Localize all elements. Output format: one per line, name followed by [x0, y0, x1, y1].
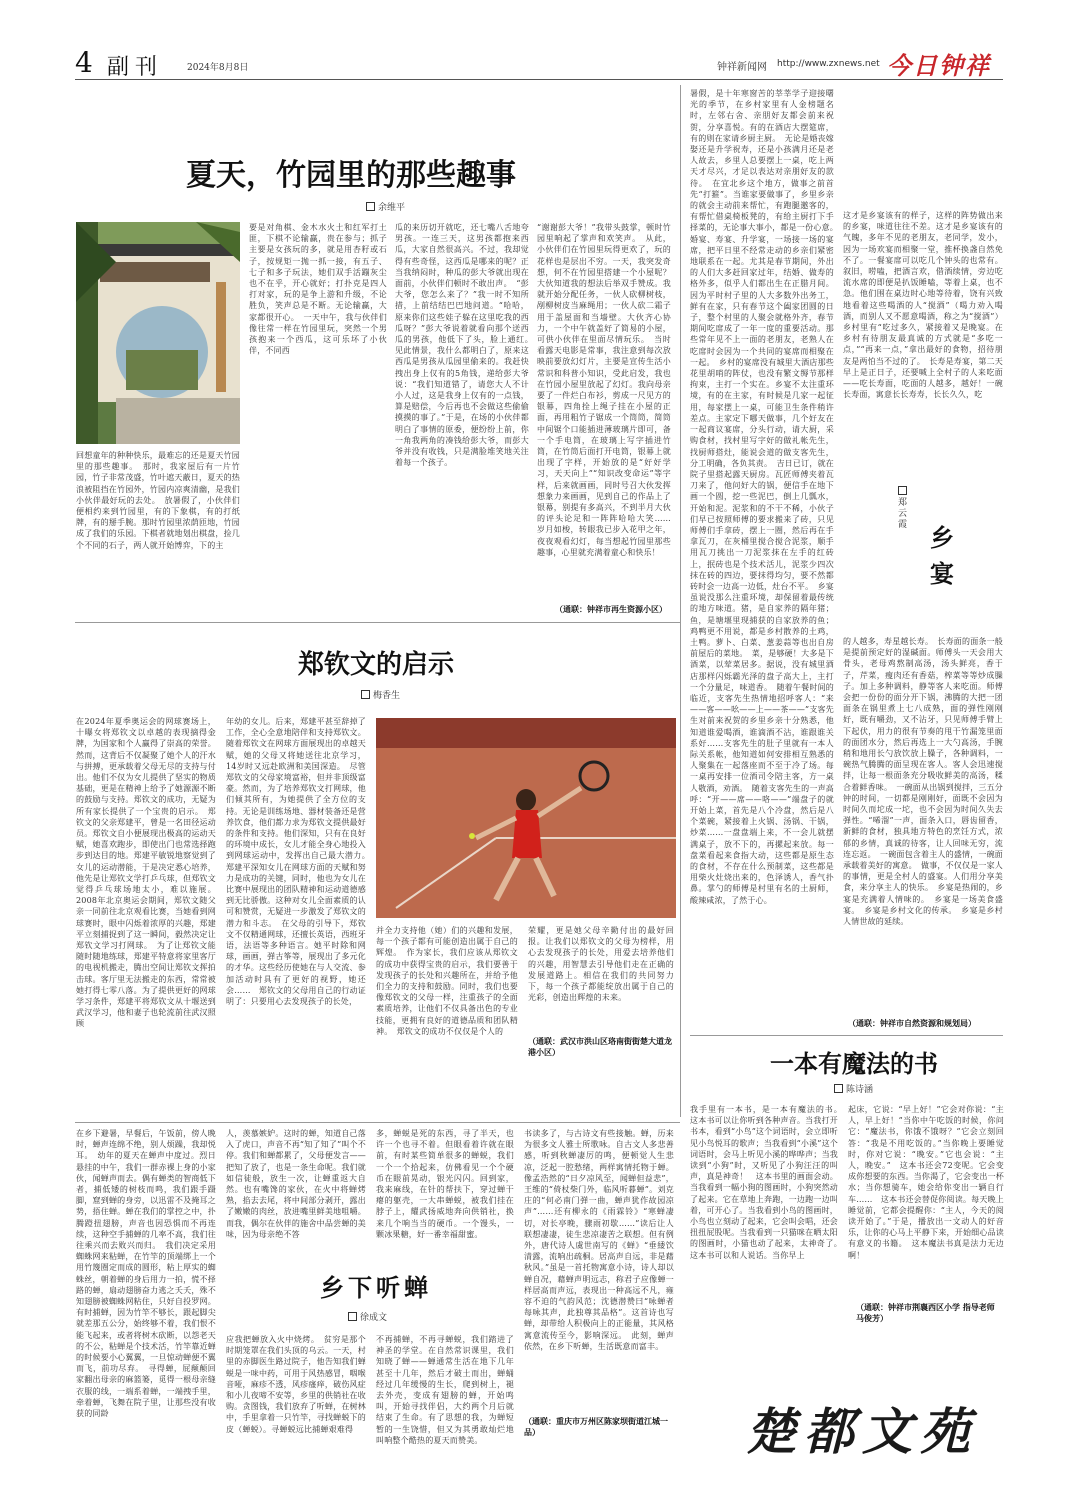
page-number: 4 — [75, 46, 93, 79]
cicada-author: 徐成文 — [360, 1313, 388, 1323]
garden-moon-gate-photo — [76, 222, 240, 444]
bamboo-title: 夏天，竹园里的那些趣事 — [186, 158, 516, 193]
cicada-col-5: 书读多了，与古诗文有些接触。蝉，历来为很多文人雅士所歌咏。自古文人多悲善感，听到秋蝉凄厉的鸣，便顿觉人生悲凉，泛起一腔愁绪，两样寓情托物于蝉。像孟浩然的“日夕凉风至，闻蝉但益悲”，王维的“倚杖柴门外，临风听暮蝉”。刘克庄的“何必南门弹一曲，蝉声犹作故园凉声”……还有柳永的《雨霖铃》“寒蝉凄切，对长亭晚，骤雨初歇……”读后让人联想凄凄，徒生悲凉凄苦之联想。但有例外，唐代诗人虞世南写的《蝉》“垂緌饮清露，流响出疏桐。居高声自远，非是藉秋风。”虽是一首托物寓意小诗，诗人却以蝉自况，藉蝉声明远志，称君子应像蝉一样居高而声远，表现出一种高远不凡，雍容不迫的气韵风范；沈德潜赞曰“咏蝉者每咏其声，此独尊其品格”。这首诗也写蝉，却带给人积极向上的正能量，其风格寓意流传至今，影响深远。 此刻，蝉声依然，在乡下听蝉，生活既意而富丰。 — [524, 1129, 674, 1351]
feast-byline — [898, 486, 910, 531]
bamboo-col-4: “谢谢彭大爷！”我带头鼓掌，顿时竹园里响起了掌声和欢笑声。 从此，小伙伴们在竹园里玩得更欢了，玩的花样也是层出不穷。一天，我突发奇想，何不在竹园里搭建一个小屋呢？大伙知道我的想法后举双手赞成。我就开始分配任务，一伙人砍柳树枝，剐柳树皮当麻绳用；一伙人砍二霜子用于盖屋面和当墙壁。大伙齐心协力，一个中午就盖好了简易的小屋，可供小伙伴在里面尽情玩乐。 当时看露天电影是常事，我注意到每次放映前要放幻灯片，主要是宣传生活小常识和科普小知识，受此启发，我也在竹园小屋里放起了幻灯。我向母亲要了一件烂白布衫，剪成一尺见方的银幕，四角拴上绳子挂在小屋的正面，再用粗竹子锯成一个筒筒，简筒中间锯个口能插进薄玻璃片即可，备一个手电筒，在玻璃上写字插进竹筒，在竹筒后面打开电筒，银幕上就出现了字样，开始放的是“好好学习，天天向上”“知识改变命运”等字样，后来就画画，同时号召大伙发挥想象力来画画，见到自己的作品上了银幕，别提有多高兴，不到半月大伙的评头论足和一阵阵哈哈大笑…… 岁月如梭，转眼我已步入花甲之年，夜夜观看幻灯，每当想起竹园里那些趣事，心里就充满着童心和快乐！ — [537, 223, 680, 557]
masthead-logo: 今日钟祥 — [887, 51, 991, 80]
zheng-author: 梅香生 — [373, 691, 401, 701]
book-title: 一本有魔法的书 — [770, 1050, 938, 1078]
tennis-illustration — [376, 718, 676, 918]
bamboo-col-2: 要是对角棋、金木水火土和红军打土匪，下棋不论输赢，贵在参与；抓子主要是女孩玩的多，就是用杏籽或石子，按规矩一抛一抓一接，有五子、七子和多子玩法，她们双手活蹦灰尘也不在乎，开心就好；打扑克是四人打对家，玩的是争上游和升级，不论胜负，笑声总是不断。无论输赢，大家都很开心。 一天中午，我与伙伴们像往常一样在竹园里玩，突然一个男孩抱来一个西瓜，这可乐坏了小伙伴，不同西 — [249, 223, 387, 356]
site-name: 钟祥新闻网 — [717, 62, 767, 73]
bamboo-col-1: 回想童年的种种快乐，最难忘的还是夏天竹园里的那些趣事。 那时，我家屋后有一片竹园，竹子非常茂盛，竹叶遮天蔽日，夏天的热浪被阻挡在竹园外，竹园内凉爽清幽，是我们小伙伴最好玩的去处。 放暑假了，小伙伴们便相约来到竹园里，有的下象棋，有的打纸牌，有的掰手腕。那时竹园里浓荫匝地，竹园成了我们的乐园。下棋者就地划出棋盘，捡几个不同的石子，两人就开始博弈，下的主 — [76, 451, 240, 550]
feast-col-3: 的人越多，寿星越长寿。 长寿面的面条一般是提前预定好的湿碱面。师傅头一天会用大骨头，老母鸡熬制高汤，汤头鲜亮，香于子，芹菜，瘦肉还有香菇，榨菜等等炒成臊子。加上多种调料，静等客人来吃面。师傅会把一份份的面分开下锅，沸腾的大把一团面条在锅里煮上七八成熟，面的弹性刚刚好，既有嚼劲，又不沾牙，只见师傅手臂上下起伏，用力的很有节奏的甩干竹漏笼里面的面团水分，然后再选上一大勺高汤，手腕稍和地用长勺放饮放上臊子，各种调料，一碗热气腾腾的面呈现在客人。客人会迅速搅拌，让每一根面条充分吸收鲜美的高汤，糅合着鲜香味。 一碗面从出锅到搅拌，三五分钟的时间，一切都是刚刚好，面既不会因为时间久而坨成一坨，也不会因为时间久失去弹性。“唏溜”一声，面条入口，唇齿留香，新鲜的食材，独具地方特色的烹饪方式，浓郁的乡情，真诚的待客，让人回味无穷，流连忘返。 一碗面包含着主人的盛情，一碗面承载着美好的寓意。 做事，不仅仅是一家人的事情，更是全村人的盛宴。人们用分享美食，来分享主人的快乐。 乡宴是热闹的，乡宴是充满着人情味的。 乡宴是一场美食盛宴。 乡宴是乡村文化的传承。 乡宴是乡村人情世故的延续。 — [843, 637, 1003, 927]
book-col-1: 我手里有一本书，是一本有魔法的书。 这本书可以让你听到各种声音。当我打开书本，看到“小鸟”这个词语时，会立即听见小鸟悦耳的歌声；当我看到“小溪”这个词语时，会马上听见小溪的哗哗声；当我读到“小狗”时，又听见了小狗汪汪的叫声，真是神奇！ 这本书里的画面会动。当我看到一幅小狗的图画时，小狗突然动了起来。它在草地上奔跑，一边跑一边叫着，可开心了。当我看到小鸟的图画时，小鸟也立刻动了起来，它会叫会唱，还会扭扭屁股呢。当我看到一只猫咪在晒太阳的图画时，小猫也动了起来，太神奇了。 这本书可以和人说话。当你早上 — [690, 1105, 847, 1260]
section-divider-right — [690, 1035, 1003, 1036]
bamboo-byline — [366, 200, 405, 213]
zheng-col-4: 荣耀，更是她父母辛勤付出的最好回报。让我们以郑钦文的父母为榜样，用心去发现孩子的长处，用爱去培养他们的兴趣，用智慧去引导他们走在正确的发展道路上。相信在我们的共同努力下，每一个孩子都能绽放出属于自己的光彩，创造出辉煌的未来。 — [528, 926, 674, 1003]
book-col-2: 起床，它说：“早上好！”它会对你说：“主人，早上好！”当你中午吃饭的时候，你问它：“魔法书，你饿不饿呀？”它会立刻回答：“我是不用吃饭的。”当你晚上要睡觉时，你对它说：“晚安。”它也会说：“主人，晚安。” 这本书还会72变呢。它会变成你想要的东西。当你渴了，它会变出一杯水；当你想骑车，她会给你变出一辆自行车…… 这本书还会替促你阅读。每天晚上睡觉前，它都会提醒你：“主人，今天的阅读开始了。”于是，播放出一文动人的好音乐，让你的心马上平静下来，开始细心品读有意义的书籍。 这本魔法书真是法力无边啊！ — [848, 1105, 1004, 1260]
section-divider — [75, 622, 680, 623]
section-name: 副刊 — [107, 55, 164, 80]
feast-author: 郑云霞 — [898, 498, 908, 530]
cicada-col-4: 多，蝉蜕是死的东西，寻了半天，也许一个也寻不着。但眼看着许就在眼前，有时某些简单很多的蝉蜕，我们一个一个拾起来，仿佛看见一个个硬币在眼前晃动，银光闪闪。回到家，我来麻线，在针的帮扶下，穿过蝉干瘪的躯壳，一大串蝉蜕，被我们挂在脖子上，耀武扬威地奔向供销社，换来几个响当当的硬币。一个馒头，一颗冰果糖，好一番幸福甜蜜。 — [376, 1129, 514, 1239]
zheng-col-1: 在2024年夏季奥运会的网球赛场上，十曝女将郑钦文以卓越的表现摘得金牌，为国家和个人赢得了崇高的荣誉。然而，这背后不仅凝聚了她个人的汗水与拼搏，更承载着父母无尽的支持与付出。他们不仅为女儿提供了坚实的物质基础，更是在精神上给予了她源源不断的鼓励与支持。郑钦文的成功，无疑为所有家长提供了一个宝贵的启示。 郑钦文的父亲郑建平，曾是一名田径运动员。郑钦文自小便展现出极高的运动天赋，她喜欢跑步，即使出门也常选择跑步到达目的地。郑建平敏锐地察觉到了女儿的运动潜能，于是决定悉心培养，他先是让郑钦文学打乒乓球，但郑钦文觉得乒乓球场地太小，难以施展。2008年北京奥运会期间，郑钦文随父亲一同前往北京观看比赛，当她看到网球赛时，眼中闪烁着浓厚的兴趣，郑建平立刻捕捉到了这一瞬间，毅然决定让郑钦文学习打网球。 为了让郑钦文能随时随地练球，郑建平特意将家里客厅的电视机搬走，腾出空间让郑钦文挥拍击球。客厅里无法搬走的东西，常常被她打得七零八落。为了提供更好的网球学习条件，郑建平将郑钦文从十堰送到武汉学习，他和妻子也轮流前往武汉照顾 — [76, 717, 216, 1029]
zheng-col-2: 年幼的女儿。后来，郑建平甚至辞掉了工作，全心全意地陪伴和支持郑钦文。随着郑钦文在网球方面展现出的卓越天赋，她的父母又将她送往北京学习，14岁时又远赴欧洲和美国深造。 尽管郑钦文的父母家境富裕，但并非顶级富豪。然而，为了培养郑钦文打网球，他们倾其所有，为她提供了全方位的支持。无论是训练场地、器材装备还是营养饮食，他们都力求为郑钦文提供最好的条件和支持。他们深知，只有在良好的环境中成长，女儿才能全身心地投入到网球运动中，发挥出自己最大潜力。 郑建平深知女儿在网球方面的天赋和努力是成功的关键，同时，他也为女儿在比赛中展现出的团队精神和运动道德感到无比骄傲。这种对女儿全面素质的认可和赞赏，无疑进一步激发了郑钦文的潜力和斗志。 在父母的引导下，郑钦文不仅精通网球，还擅长英语，西班牙语，法语等多种语言。她平时除和网球，画画，弹古筝等，展现出了多元化的才华。这些经历使她在与人交流、参加活动时具有了更好的视野，她还会…… 郑钦文的父母用自己的行动证明了：只要用心去发现孩子的长处， — [226, 717, 375, 1007]
bamboo-author: 余维平 — [378, 203, 406, 213]
section-divider-bottom — [75, 1122, 680, 1123]
site-url[interactable]: http://www.zxnews.net — [777, 59, 880, 69]
cicada-byline — [348, 1310, 387, 1323]
cicada-col-1: 在乡下避暑，早餐后，午饭前，傍人晚时，蝉声连绵不绝，别人烦躁，我却悦耳。 幼年的夏天在蝉声中度过。烈日悬挂的中午，我们一群赤裸上身的小家伙，闻蝉声而去。偶有蝉类的智商低下者，捕低矮的树枝而鸣，我们跟手蹑脚，窟到蝉的身旁，以迅雷不及掩耳之势，捂住蝉。蝉在我们的掌控之中，扑腾蹬扭翅膀，声音也因恐惧而不再连续，这种空手捕蝉的几率不高，我们往往乘兴而去败兴而归。 我们决定采用蜘蛛网来粘蝉，在竹竿的顶端绑上一个用竹篾圈定而成的圆形，粘上厚实的蜘蛛丝，朝着蝉的身后用力一拍，慌不择路的蝉，扇动翅膀奋力逃之夭夭，殊不知翅膀被蜘蛛网粘住，只好自投罗网。有时捕蝉，因为竹竿不够长，跟起脚尖就差那五公分，始终够不着，我们恨不能飞起来，或者将树木砍断，以怨老天的不公，粘蝉是个技术活，竹竿靠近蝉的时候要小心翼翼，一旦惊动蝉便不翼而飞，前功尽弃。 寻得蝉，屁颠颠回家翻出母亲的麻篮篓，觅得一根母亲缝衣服的线，一端系着蝉，一端拽手里，牵着蝉，飞舞在院子里，让那些没有收获的同龄 — [76, 1129, 216, 1419]
feast-col-1: 暑假，是十年寒窗苦的莘莘学子迎接曙光的季节，在乡村家里有人金榜题名时，左邻右舍、亲朋好友都会前来祝贺，分享喜悦。有的在酒店大摆筵席，有的则在家请乡厨主厨。 无论是婚丧嫁娶还是升学祝寿，还是小孩满月还是老人故去，乡里人总要摆上一桌，吃上两天才尽兴，才足以表达对亲朋好友的款待。 在宜北乡这个地方，做事之前首先“打箍”。当谁家要做事了，乡里乡亲的就会主动前来帮忙，有跑腿邀客的，有帮忙借桌椅板凳的，有给主厨打下手择菜的，无论事大事小，都是一份心意。 婚宴、寿宴、升学宴，一场接一场的宴席，把平日里不经常走动的乡亲们紧密地联系在一起。尤其是春节期间，外出的人们大多赶回家过年，结婚、做寿的格外多，似乎人们都出生在正腊月间。因为平时村子里的人大多数外出务工，鲜有在家，只有春节这个阖家团圆的日子，整个村里的人聚会就格外齐，春节期间吃席成了一年一度的重要活动。那些常年见不上一面的老朋友，老熟人在吃席时会因为一个共同的宴席而相聚在一起。 乡村的宴席没有城里大酒店那些花里胡哨的阵仗，也没有繁文缛节那样拘束，主打一个实在。乡宴不太注重环境，有的在主家，有时候是几家一起征用，每家摆上一桌，可能卫生条件稍许差点。主家定下哪天做事，几个好友在一起商议宴席，分头行动，请大厨，采购食材，找村里写字好的做礼帐先生，找厨师搭灶，能说会道的做支客先生，分工明确，各负其责。 吉日已订，就在院子里搭起露天厨房。瓦匠师傅夹着瓦刀来了，他问好大的锅，便信手在地下画一个圆，挖一些泥巴，倒上几瓢水，开始和泥。泥浆和的不干不稀，小伙子们早已按照师傅的要求搬来了砖，只见师傅们手拿砖，摆上一圈，然后再在手拿瓦刀，在灰桶里搅合搅合泥浆，顺手用瓦刀挑出一刀泥浆抹在左手的红砖上，抿砖也是个技术活儿，泥浆少四次抹在砖的四边，要抹得均匀，要不然都砖时会一边高一边低，灶台不平。 乡宴虽说没那么注重环境，却保留着最传统的地方味道。猪，是自家养的隔年猪；鱼，是塘堰里现捕获的自家放养的鱼；鸡鸭更不用说，都是乡村散养的土鸡，土鸭。萝卜、白菜、葱姜蒜等也出自房前屋后的菜地。 菜，是够硬！大多是下酒菜，以荤菜居多。据说，没有城里酒店那样闪烁霸光泽的盘子高大上，主打一个分量足，味道香。 随着午餐时间的临近，支客先生热情地招呼客人：“来——客——吆——上——茶——”支客先生对前来祝贺的乡里乡亲十分熟悉，他知道谁爱喝酒，谁滴酒不沾，谁跟谁关系好……支客先生的肚子里就有一本人际关系帐，他知道如何安排相互熟悉的人聚集在一起落座而不至于冷了场。每一桌再安排一位酒司令陪主客，方一桌人敬酒，劝酒。 随着支客先生的一声高呼：“开——席——咯——”端盘子的就开始上菜，首先是八个冷盘，然后是八个菜碗，紧接着上火锅、汤锅、干锅，炒菜……一盘盘端上来，不一会儿就摆满桌子，放不下的，再摞起来放。每一盘菜看起来食指大动，这些都是原生态的食材，不存在什么预制菜，这些都是用柴火灶烧出来的，色泽诱人，香气扑鼻。掌勺的师傅是村里有名的土厨师，酸辣咸浓，了然于心。 — [690, 89, 843, 905]
book-source: （通联：钟祥市荆襄西区小学 指导老师 马俊芳） — [856, 1303, 995, 1323]
column-divider — [680, 85, 681, 1117]
tennis-player-photo — [376, 718, 676, 918]
feast-col-2: 这才是乡宴该有的样子，这样的阵势做出来的乡宴，味道往往不差。这才是乡宴该有的气魄，多年不见的老朋友，老同学，发小，因为一场欢宴而相聚一堂，推杯换盏自然免不了。一餐宴席可以吃几个钟头的也常有。叙旧，唠嗑，把酒言欢，借酒续情，旁边吃流水席的即便是扒饭睡嗑，等着上桌，也不急。他们围在桌边时心地等待着，饶有兴致地看着这些喝酒的人“搅酒”（喝力劝入喝酒，而别人又不愿意喝酒，称之为“搅酒”）乡村里有“吃过多久，紧接着又是晚宴。在乡村有待朋友最真诚的方式就是“多吃一点，”“再来一点，”拿出最好的食物，招待朋友是两怕当不过的了。 长寿是寿宴，第二天早上是正日子，还要喊上全村子的人来吃面——吃长寿面，吃面的人越多，越好！一碗长寿面，寓意长长寿寿，长长久久，吃 — [843, 211, 1003, 400]
book-author: 陈诗涵 — [846, 1085, 874, 1095]
issue-date: 2024年8月8日 — [187, 63, 249, 73]
zheng-byline — [361, 688, 400, 701]
zheng-col-3: 并全力支持他（她）们的兴趣和发展，每一个孩子都有可能创造出属于自己的辉煌。 作为家长，我们应该从郑钦文的成功中获得宝贵的启示，我们要善于发现孩子的长处和兴趣所在，并给予他们全力的支持和鼓励。同时，我们也要像郑钦文的父母一样，注重孩子的全面素质培养，让他们不仅具备出色的专业技能，更拥有良好的道德品质和团队精神。 郑钦文的成功不仅仅是个人的 — [376, 926, 518, 1036]
feast-title — [930, 520, 960, 592]
cicada-title: 乡下听蝉 — [320, 1274, 432, 1302]
section-calligraphy: 楚都文苑 — [746, 1402, 978, 1461]
cicada-source: （通联：重庆市万州区陈家坝街道江城一品） — [524, 1417, 668, 1437]
bamboo-source: （通联：钟祥市再生资源小区） — [555, 605, 667, 614]
zheng-title: 郑钦文的启示 — [298, 650, 455, 680]
header-rule — [75, 79, 1003, 80]
cicada-col-6: 不再捕蝉，不再寻蝉蜕，我们踏进了神圣的学堂。在自然常识课里，我们知晓了蝉——蝉通常生活在地下几年甚至十几年，然后才破土而出，蝉蛹经过几年缓慢的生长，爬到树上，褪去外壳，变成有翅膀的蝉，开始鸣叫，开始寻找伴侣，大约两个月后就结束了生命。有了思想的我，为蝉短暂的一生饶惜，但又为其勇敢灿烂地叫响整个酷热的夏天而赞美。 — [376, 1335, 514, 1445]
zheng-source: （通联：武汉市洪山区珞南街街楚大道龙港小区） — [528, 1037, 672, 1057]
page-header — [75, 48, 1003, 78]
garden-illustration — [76, 222, 240, 444]
book-byline — [834, 1082, 873, 1095]
cicada-col-2: 人，羡慕嫉妒。这时的蝉，知道自己落入了虎口，声音不再“知了知了”叫个不停。我们和蝉都累了，父母便发言——把知了放了，也是一条生命呢。我们就如信徒般，放生一次，让蝉重返大自然。也有嘴馋的家伙，在火中将蝉烤熟，掐去去尾，将中间部分剥开，露出了嫩嫩的肉丝，放进嘴里鲜美地咀嚼。而我，偶尔在伙伴的施舍中品尝蝉的美味，因为母亲绝不答 — [226, 1129, 366, 1239]
feast-title-text: 乡宴 — [930, 524, 954, 588]
cicada-col-3: 应我把蝉放入火中烧烤。 贫穷是那个时期笼罩在我们头顶的乌云。一天，村里的赤脚医生路过院子，他告知我们蝉蜕是一味中药，可用于风热感冒，咽喉音哑，麻疹不透，风疹瘙痒，破伤风症和小儿夜啼不安等，乡里的供销社在收购。贪图钱，我们放弃了听蝉，在树林中，手里拿着一只竹竿，寻找蝉蜕下的皮（蝉蜕）。寻蝉蜕远比捕蝉艰难得 — [226, 1335, 366, 1434]
feast-source: （通联：钟祥市自然资源和规划局） — [848, 1019, 976, 1028]
bamboo-col-3: 瓜的来历切开就吃，还七嘴八舌地夸男孩。一连三天，这男孩都抱来西瓜，大家自然很高兴。不过，我却觉得有些奇怪，这西瓜是哪来的呢？正当我纳闷时，种瓜的彭大爷就出现在面前，小伙伴们顿时不敢出声。 “彭大爷，您怎么来了？”我一时不知所措，上前结结巴巴地问道。“哈哈，原来你们这些娃子躲在这里吃我的西瓜呀？”彭大爷说着就看向那个送西瓜的男孩，他低下了头，脸上通红。 见此情景，我什么都明白了，原来这西瓜是男孩从瓜园里偷来的。我赶快拽出身上仅有的5角钱，递给彭大爷说：“我们知道错了，请您大人不计小人过，这是我身上仅有的一点钱，算是赔偿，今后再也不会做这些偷偷摸摸的事了。”于是，在场的小伙伴都明白了事情的原委，便纷纷上前，你一角我两角的凑钱给彭大爷，而彭大爷并没有收钱，只是满脸堆笑地关注着每一个孩子。 — [395, 223, 538, 468]
